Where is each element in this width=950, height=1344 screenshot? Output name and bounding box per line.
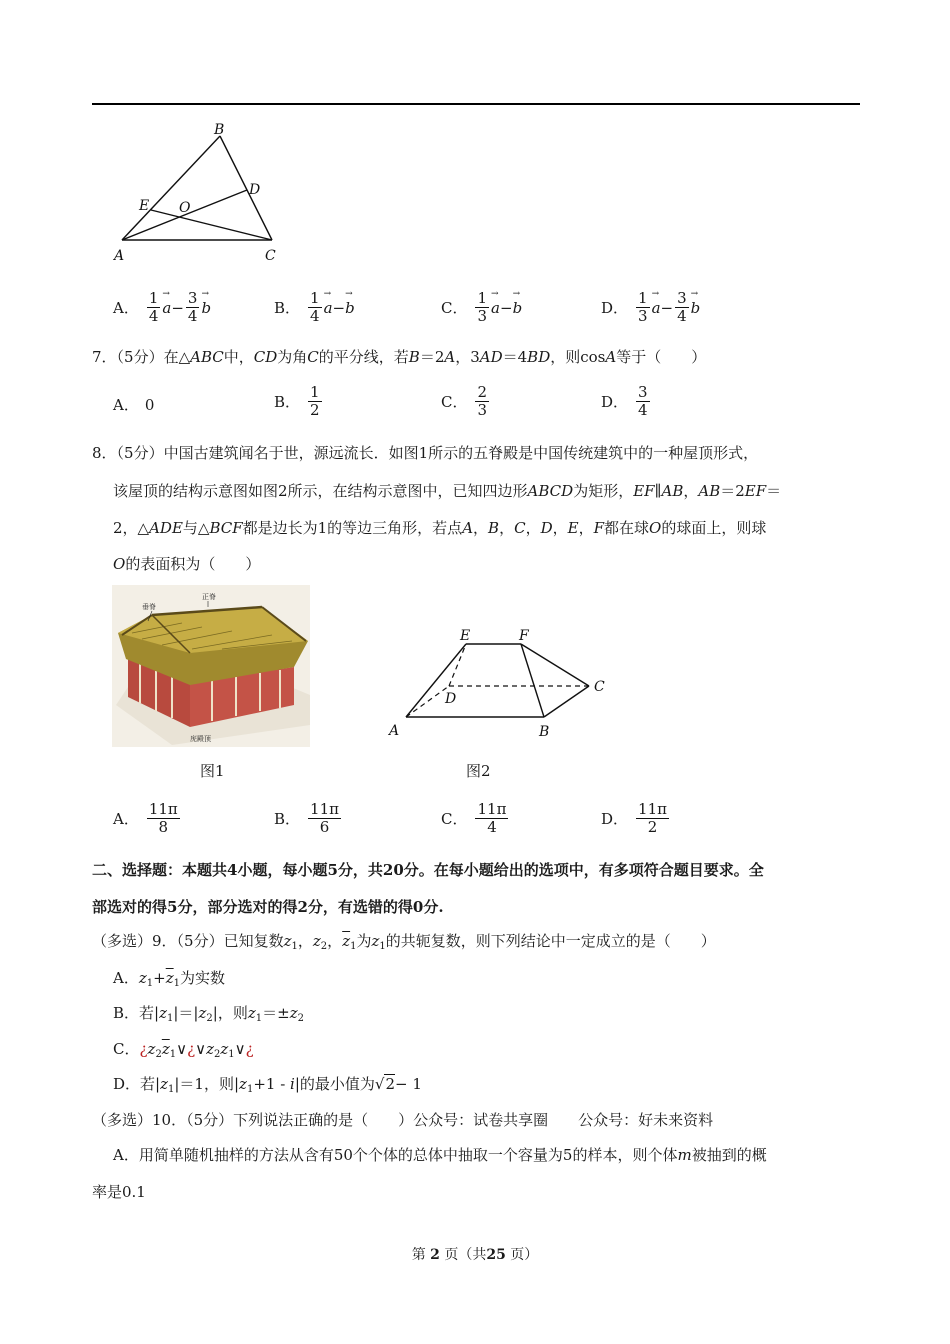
photo-label-bottom: 庑殿顶 (190, 735, 211, 743)
fraction: $\frac{2}{3}$ (477, 383, 488, 419)
fig2-label-B: B (539, 724, 550, 740)
q6-option-d[interactable]: D． $\frac{1}{3}$ → a − $\frac{3}{4}$ → b (601, 290, 700, 325)
fraction: $\frac{1}{3}$ (477, 289, 488, 325)
fig2-label-E: E (460, 628, 471, 644)
fraction: $\frac{11\pi}{6}$ (310, 800, 339, 836)
q9-option-b[interactable]: B．若$|z_1|=|z_2|$，则$z_1=\pm z_2$ (113, 1004, 304, 1024)
label-B: B (214, 122, 225, 138)
fraction: $\frac{11\pi}{4}$ (477, 800, 507, 836)
label-A: A (114, 248, 125, 264)
label-C: C (265, 248, 276, 264)
figure-2-caption: 图2 (466, 762, 491, 780)
q9-option-a[interactable]: A．$z_1+\overline{z}_1$为实数 (113, 969, 225, 989)
roof-structure-diagram (384, 625, 624, 745)
page-footer: 第 2 页（共25 页） (411, 1247, 539, 1263)
vector-b: → b (201, 299, 211, 317)
q10-stem: （多选）10．（5分）下列说法正确的是（ ）公众号：试卷共享圈 公众号：好未来资料 (92, 1111, 714, 1129)
q8-line-3: 2，△ADE与△BCF都是边长为1的等边三角形，若点A，B，C，D，E，F都在球O的球面上，则球 (113, 519, 767, 537)
q6-option-c[interactable]: C． $\frac{1}{3}$ → a − → b (441, 290, 522, 325)
photo-label-left: 垂脊 (142, 603, 156, 611)
header-rule (92, 103, 860, 105)
fig2-label-F: F (519, 628, 529, 644)
q8-line-1: 8．（5分）中国古建筑闻名于世，源远流长．如图1所示的五脊殿是中国传统建筑中的一种屋顶形式， (92, 444, 759, 462)
q8-option-d[interactable]: D． $\frac{11\pi}{2}$ (601, 800, 667, 836)
fraction: $\frac{3}{4}$ (677, 289, 687, 325)
fraction: $\frac{11\pi}{2}$ (638, 800, 667, 836)
q7-option-d[interactable]: D． $\frac{3}{4}$ (601, 383, 648, 419)
q8-line-2: 该屋顶的结构示意图如图2所示，在结构示意图中，已知四边形ABCD为矩形，EF∥AB，AB＝2EF＝ (113, 482, 782, 500)
fraction: $\frac{3}{4}$ (187, 289, 198, 325)
fraction: $\frac{11\pi}{8}$ (148, 800, 178, 836)
q7-option-b[interactable]: B． $\frac{1}{2}$ (274, 383, 320, 419)
vector-a: → a (162, 299, 171, 317)
fraction: $\frac{1}{3}$ (638, 289, 648, 325)
label-O: O (179, 200, 191, 216)
label-E: E (139, 198, 150, 214)
photo-label-top: 正脊 (202, 593, 216, 601)
q8-option-b[interactable]: B． $\frac{11\pi}{6}$ (274, 800, 339, 836)
q6-option-a[interactable]: A． $\frac{1}{4}$ → a − $\frac{3}{4}$ → b (113, 290, 211, 325)
figure-1-caption: 图1 (200, 762, 225, 780)
fraction: $\frac{1}{4}$ (310, 289, 320, 325)
fig2-label-A: A (389, 723, 400, 739)
q9-stem: （多选）9．（5分）已知复数$z_1$，$z_2$，$\overline{z}_1$为$z_1$的共轭复数，则下列结论中一定成立的是（ ） (92, 932, 716, 952)
q8-option-c[interactable]: C． $\frac{11\pi}{4}$ (441, 800, 507, 836)
q8-option-a[interactable]: A． $\frac{11\pi}{8}$ (113, 800, 178, 836)
section2-heading-line1: 二、选择题：本题共4小题，每小题5分，共20分。在每小题给出的选项中，有多项符合题目要求。全 (92, 861, 764, 879)
fraction: $\frac{1}{4}$ (148, 289, 159, 325)
q10-option-a-line1[interactable]: A．用简单随机抽样的方法从含有50个个体的总体中抽取一个容量为5的样本，则个体m被抽到的概 (113, 1146, 767, 1164)
palace-roof-illustration (112, 585, 310, 747)
q6-option-b[interactable]: B． $\frac{1}{4}$ → a − → b (274, 290, 355, 325)
q7-option-a[interactable]: A． 0 (113, 395, 155, 414)
section2-heading-line2: 部选对的得5分，部分选对的得2分，有选错的得0分. (92, 898, 444, 916)
q7-stem: 7．（5分）在△ABC中，CD为角C的平分线，若B＝2A，3AD＝4BD，则cosA等于（ ） (92, 348, 707, 366)
triangle-figure (108, 118, 288, 268)
fig2-label-D: D (445, 691, 457, 707)
option-label: A． (113, 299, 139, 317)
fig2-label-C: C (594, 679, 605, 695)
q10-option-a-line2: 率是0.1 (92, 1183, 146, 1201)
q7-option-c[interactable]: C． $\frac{2}{3}$ (441, 383, 488, 419)
q8-line-4: O的表面积为（ ） (113, 555, 261, 573)
q9-option-d[interactable]: D．若$|z_1|=1$，则$|z_1+1 - i|$的最小值为√2− 1 (113, 1075, 422, 1095)
label-D: D (249, 182, 261, 198)
fraction: $\frac{3}{4}$ (638, 383, 648, 419)
fraction: $\frac{1}{2}$ (310, 383, 320, 419)
q9-option-c[interactable]: C．¿$z_2\overline{z}_1\vee¿\vee z_2z_1\vee¿$ (113, 1040, 254, 1060)
